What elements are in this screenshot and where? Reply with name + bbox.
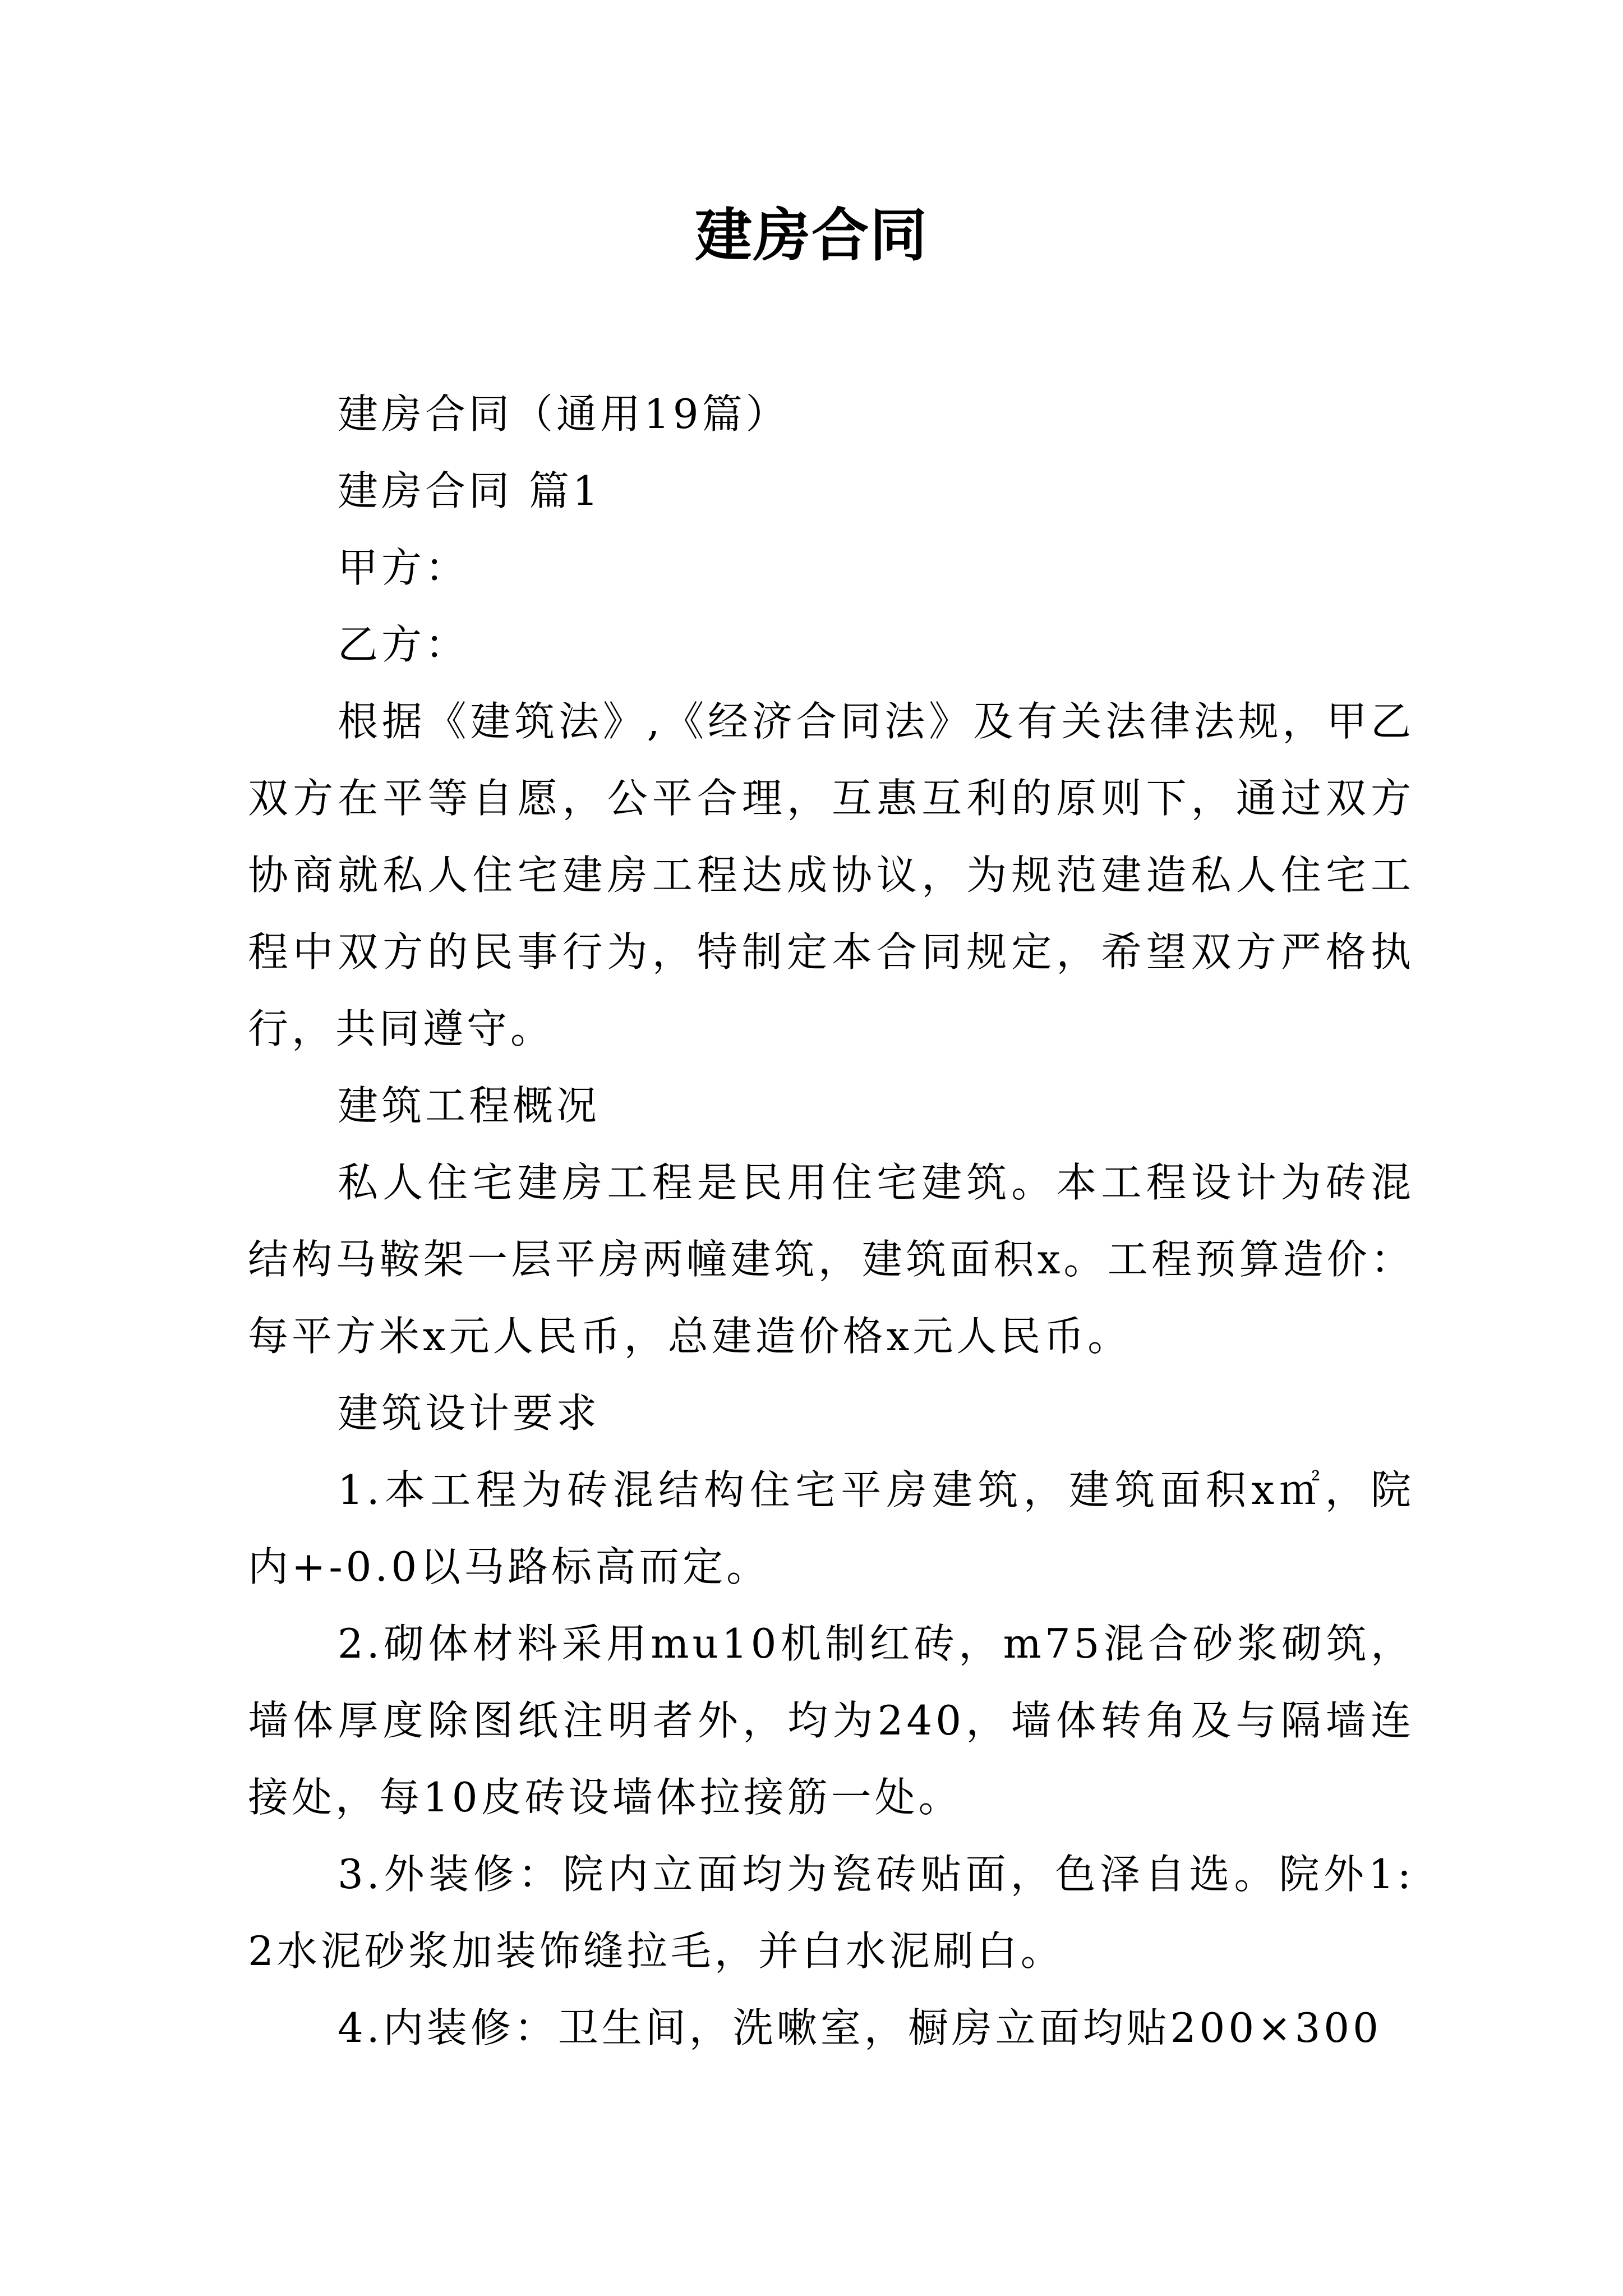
paragraph: 4.内装修：卫生间，洗嗽室，橱房立面均贴200×300 <box>338 2004 1382 2051</box>
paragraph: 2.砌体材料采用mu10机制红砖，m75混合砂浆砌筑，墙体厚度除图纸注明者外，均为240，墙体转角及与隔墙连接处，每10皮砖设墙体拉接筋一处。 <box>248 1620 1414 1821</box>
paragraph: 建房合同 篇1 <box>338 467 602 514</box>
paragraph: 根据《建筑法》,《经济合同法》及有关法律法规，甲乙双方在平等自愿，公平合理，互惠互利的原则下，通过双方协商就私人住宅建房工程达成协议，为规范建造私人住宅工程中双方的民事行为，特制定本合同规定，希望双方严格执行，共同遵守。 <box>248 698 1414 1052</box>
paragraph: 建房合同（通用19篇） <box>338 390 790 438</box>
paragraph: 1.本工程为砖混结构住宅平房建筑，建筑面积x㎡，院内+-0.0以马路标高而定。 <box>248 1466 1414 1590</box>
paragraph: 3.外装修：院内立面均为瓷砖贴面，色泽自选。院外1:2水泥砂浆加装饰缝拉毛，并白水泥刷白。 <box>248 1851 1414 1975</box>
paragraph: 建筑设计要求 <box>338 1389 601 1437</box>
document-body <box>248 376 1414 2067</box>
document-title: 建房合同 <box>695 202 928 269</box>
paragraph: 甲方： <box>338 544 469 591</box>
paragraph: 建筑工程概况 <box>338 1082 601 1129</box>
paragraph: 私人住宅建房工程是民用住宅建筑。本工程设计为砖混结构马鞍架一层平房两幢建筑，建筑面积x。工程预算造价：每平方米x元人民币，总建造价格x元人民币。 <box>248 1159 1414 1360</box>
paragraph: 乙方： <box>338 621 469 668</box>
